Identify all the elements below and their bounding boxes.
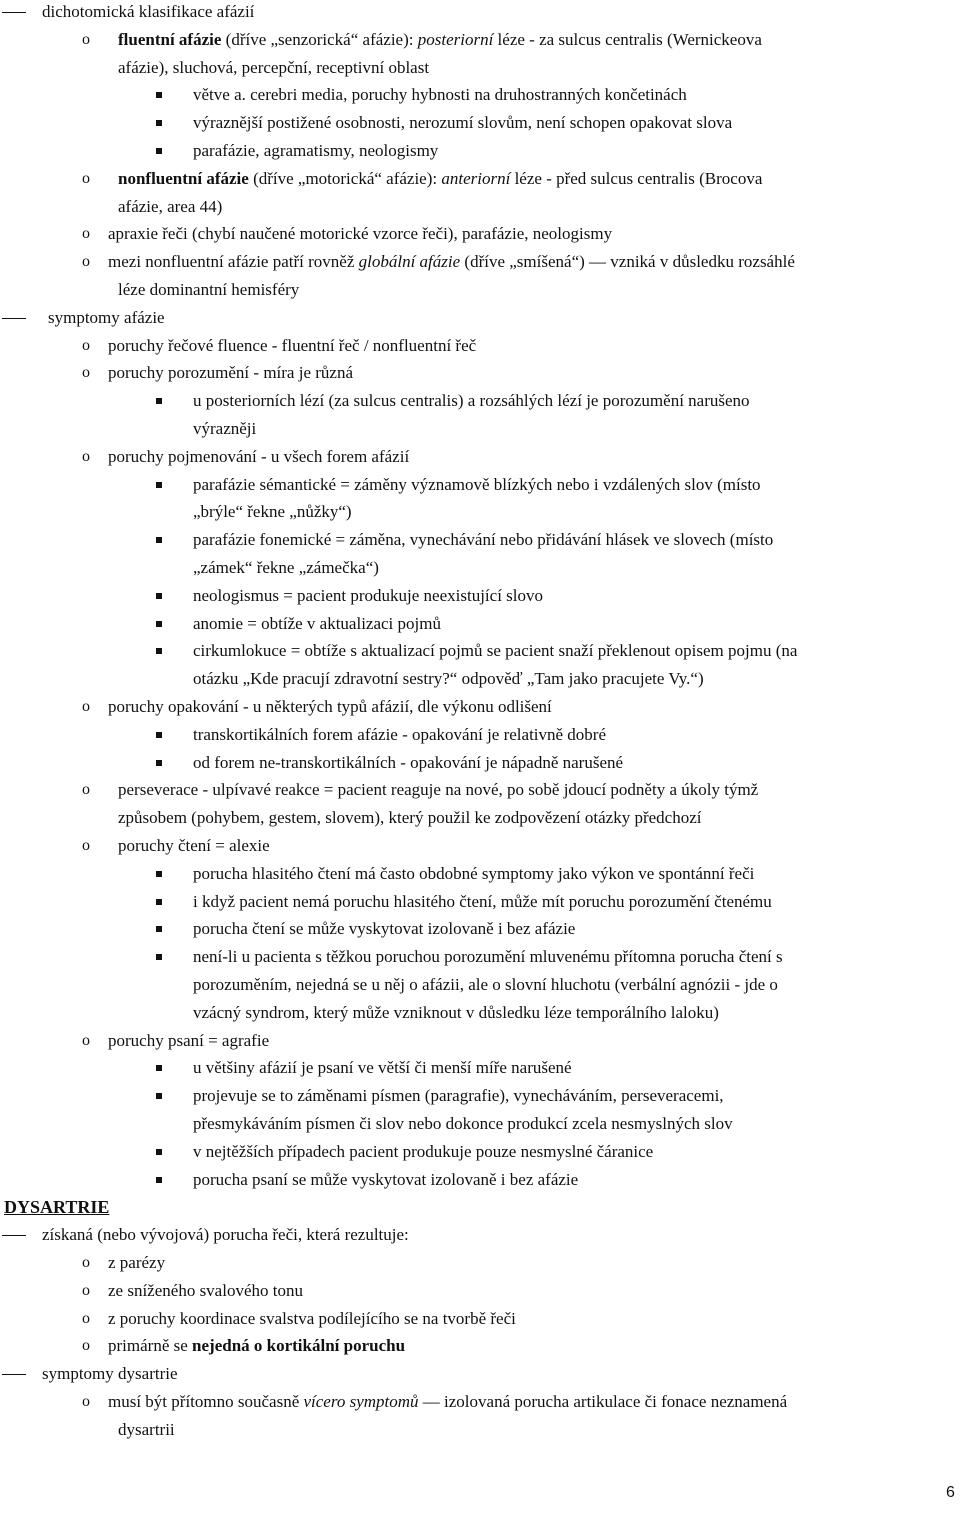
circle-bullet: o [82,447,90,465]
square-bullet [156,732,162,738]
text-line [0,26,960,54]
text-line [0,1110,960,1138]
dash-bullet [2,318,26,319]
line-text: porucha čtení se může vyskytovat izolovaně i bez afázie [193,919,576,939]
line-text: transkortikálních forem afázie - opakování je relativně dobré [193,724,607,744]
line-text: výrazněji [193,419,257,438]
square-bullet [156,1177,162,1183]
line-text: porucha psaní se může vyskytovat izolovaně i bez afázie [193,1169,579,1189]
text-line [0,610,960,638]
line-text: symptomy dysartrie [42,1364,178,1384]
text-line [0,554,960,582]
text-line [0,304,960,332]
text-line [0,1054,960,1082]
text-line [0,665,960,693]
square-bullet [156,1065,162,1071]
text-line [0,999,960,1027]
line-text: porozuměním, nejedná se u něj o afázii, ale o slovní hluchotu (verbální agnózii - jde o [193,975,778,994]
line-text: u posteriorních lézí (za sulcus centralis) a rozsáhlých lézí je porozumění narušeno [193,391,750,411]
square-bullet [156,537,162,543]
line-text: „brýle“ řekne „nůžky“) [193,502,352,522]
text-line [0,415,960,443]
circle-bullet: o [82,1309,90,1327]
line-text: musí být přítomno současně vícero symptomů — izolovaná porucha artikulace či fonace neznamená [108,1392,788,1411]
text-line [0,582,960,610]
square-bullet [156,1093,162,1099]
square-bullet [156,148,162,154]
text-line [0,1138,960,1166]
line-text: v nejtěžších případech pacient produkuje pouze nesmyslné čáranice [193,1141,654,1161]
line-text: „zámek“ řekne „zámečka“) [193,558,379,577]
circle-bullet: o [82,253,90,271]
line-text: parafázie fonemické = záměna, vynechávání nebo přidávání hlásek ve slovech (místo [193,530,774,550]
line-text: není-li u pacienta s těžkou poruchou porozumění mluvenému přítomna porucha čtení s [193,947,783,967]
line-text: dysartrii [118,1419,175,1439]
line-text: parafázie, agramatismy, neologismy [193,141,439,160]
square-bullet [156,482,162,488]
text-line [0,1027,960,1055]
line-text: primárně se nejedná o kortikální poruchu [108,1336,406,1356]
text-line [0,1360,960,1388]
circle-bullet: o [82,364,90,382]
line-text: od forem ne-transkortikálních - opakování je nápadně narušené [193,752,624,772]
line-text: porucha hlasitého čtení má často obdobné symptomy jako výkon ve spontánní řeči [193,863,755,883]
line-text: apraxie řeči (chybí naučené motorické vzorce řeči), parafázie, neologismy [108,224,613,244]
line-text: afázie), sluchová, percepční, receptivní oblast [118,57,430,77]
text-line [0,276,960,304]
circle-bullet: o [82,336,90,354]
text-line [0,721,960,749]
text-line [0,637,960,665]
line-text: z poruchy koordinace svalstva podílejícího se na tvorbě řeči [108,1308,516,1328]
square-bullet [156,621,162,627]
text-line [0,54,960,82]
text-line [0,804,960,832]
circle-bullet: o [82,1393,90,1410]
line-text: léze dominantní hemisféry [118,280,300,299]
line-text: větve a. cerebri media, poruchy hybnosti na druhostranných končetinách [193,85,687,105]
text-line [0,971,960,999]
text-line [0,498,960,526]
line-text: poruchy psaní = agrafie [108,1030,270,1050]
line-text: poruchy řečové fluence - fluentní řeč / nonfluentní řeč [108,335,477,355]
text-line [0,832,960,860]
line-text: anomie = obtíže v aktualizaci pojmů [193,613,441,633]
line-text: dichotomická klasifikace afázií [42,2,255,21]
circle-bullet: o [82,837,90,854]
circle-bullet: o [82,698,90,715]
text-line [0,888,960,916]
text-line [0,1221,960,1249]
line-text: přesmykáváním písmen či slov nebo dokonce produkcí zcela nesmyslných slov [193,1114,733,1133]
text-line [0,776,960,804]
dash-bullet [2,1235,26,1236]
text-line [0,943,960,971]
text-line [0,526,960,554]
text-line [0,1388,960,1416]
line-text: získaná (nebo vývojová) porucha řeči, která rezultuje: [42,1225,409,1245]
text-line [0,220,960,248]
line-text: mezi nonfluentní afázie patří rovněž globální afázie (dříve „smíšená“) — vzniká v důsledku rozsáhlé [108,252,795,272]
dash-bullet [2,1374,26,1375]
text-line [0,860,960,888]
line-text: projevuje se to záměnami písmen (paragrafie), vynecháváním, perseveracemi, [193,1086,724,1106]
text-line [0,137,960,165]
square-bullet [156,954,162,960]
square-bullet [156,899,162,905]
line-text: neologismus = pacient produkuje neexistující slovo [193,585,544,605]
text-line [0,915,960,943]
dash-bullet [2,12,26,13]
line-text: afázie, area 44) [118,196,223,216]
line-text: cirkumlokuce = obtíže s aktualizací pojmů se pacient snaží překlenout opisem pojmu (na [193,641,798,661]
text-line [0,0,960,26]
page-number: 6 [946,1484,955,1501]
text-line [0,193,960,221]
text-line [0,1332,960,1360]
circle-bullet: o [82,169,90,187]
line-text: nonfluentní afázie (dříve „motorická“ afázie): anteriorní léze - před sulcus centralis (Brocova [118,168,763,188]
text-line [0,1416,960,1444]
line-text: ze sníženého svalového tonu [108,1280,303,1300]
text-line [0,332,960,360]
circle-bullet: o [82,1254,90,1271]
text-line [0,471,960,499]
text-line [0,1277,960,1305]
circle-bullet: o [82,1337,90,1355]
circle-bullet: o [82,781,90,799]
line-text: vzácný syndrom, který může vzniknout v důsledku léze temporálního laloku) [193,1002,719,1022]
circle-bullet: o [82,1281,90,1299]
text-line [0,165,960,193]
text-line [0,693,960,721]
line-text: poruchy pojmenování - u všech forem afázií [108,446,410,466]
square-bullet [156,926,162,932]
circle-bullet: o [82,30,90,48]
square-bullet [156,92,162,98]
square-bullet [156,120,162,126]
text-line [0,1082,960,1110]
line-text: otázku „Kde pracují zdravotní sestry?“ odpověď „Tam jako pracujete Vy.“) [193,669,704,689]
line-text: symptomy afázie [48,307,165,327]
text-line [0,1249,960,1277]
line-text: výraznější postižené osobnosti, nerozumí slovům, není schopen opakovat slova [193,113,733,133]
square-bullet [156,648,162,654]
line-text: poruchy porozumění - míra je různá [108,363,353,383]
circle-bullet: o [82,225,90,243]
text-line [0,81,960,109]
text-line [0,1166,960,1194]
text-line [0,1193,960,1221]
line-text: poruchy čtení = alexie [118,836,270,855]
text-line [0,359,960,387]
line-text: i když pacient nemá poruchu hlasitého čtení, může mít poruchu porozumění čtenému [193,891,772,911]
square-bullet [156,593,162,599]
text-line [0,749,960,777]
text-line [0,443,960,471]
square-bullet [156,871,162,877]
line-text: poruchy opakování - u některých typů afázií, dle výkonu odlišení [108,697,552,716]
line-text: u většiny afázií je psaní ve větší či menší míře narušené [193,1058,572,1078]
square-bullet [156,398,162,404]
square-bullet [156,760,162,766]
circle-bullet: o [82,1031,90,1049]
square-bullet [156,1149,162,1155]
line-text: parafázie sémantické = záměny významově blízkých nebo i vzdálených slov (místo [193,474,761,494]
text-line [0,387,960,415]
text-line [0,1305,960,1333]
text-line [0,248,960,276]
section-heading: DYSARTRIE [4,1197,110,1218]
text-line [0,109,960,137]
line-text: z parézy [108,1253,166,1272]
line-text: způsobem (pohybem, gestem, slovem), který použil ke zodpovězení otázky předchozí [118,808,702,828]
line-text: perseverace - ulpívavé reakce = pacient reaguje na nové, po sobě jdoucí podněty a úkoly týmž [118,780,759,800]
line-text: fluentní afázie (dříve „senzorická“ afázie): posteriorní léze - za sulcus centralis (Wernickeova [118,29,762,49]
